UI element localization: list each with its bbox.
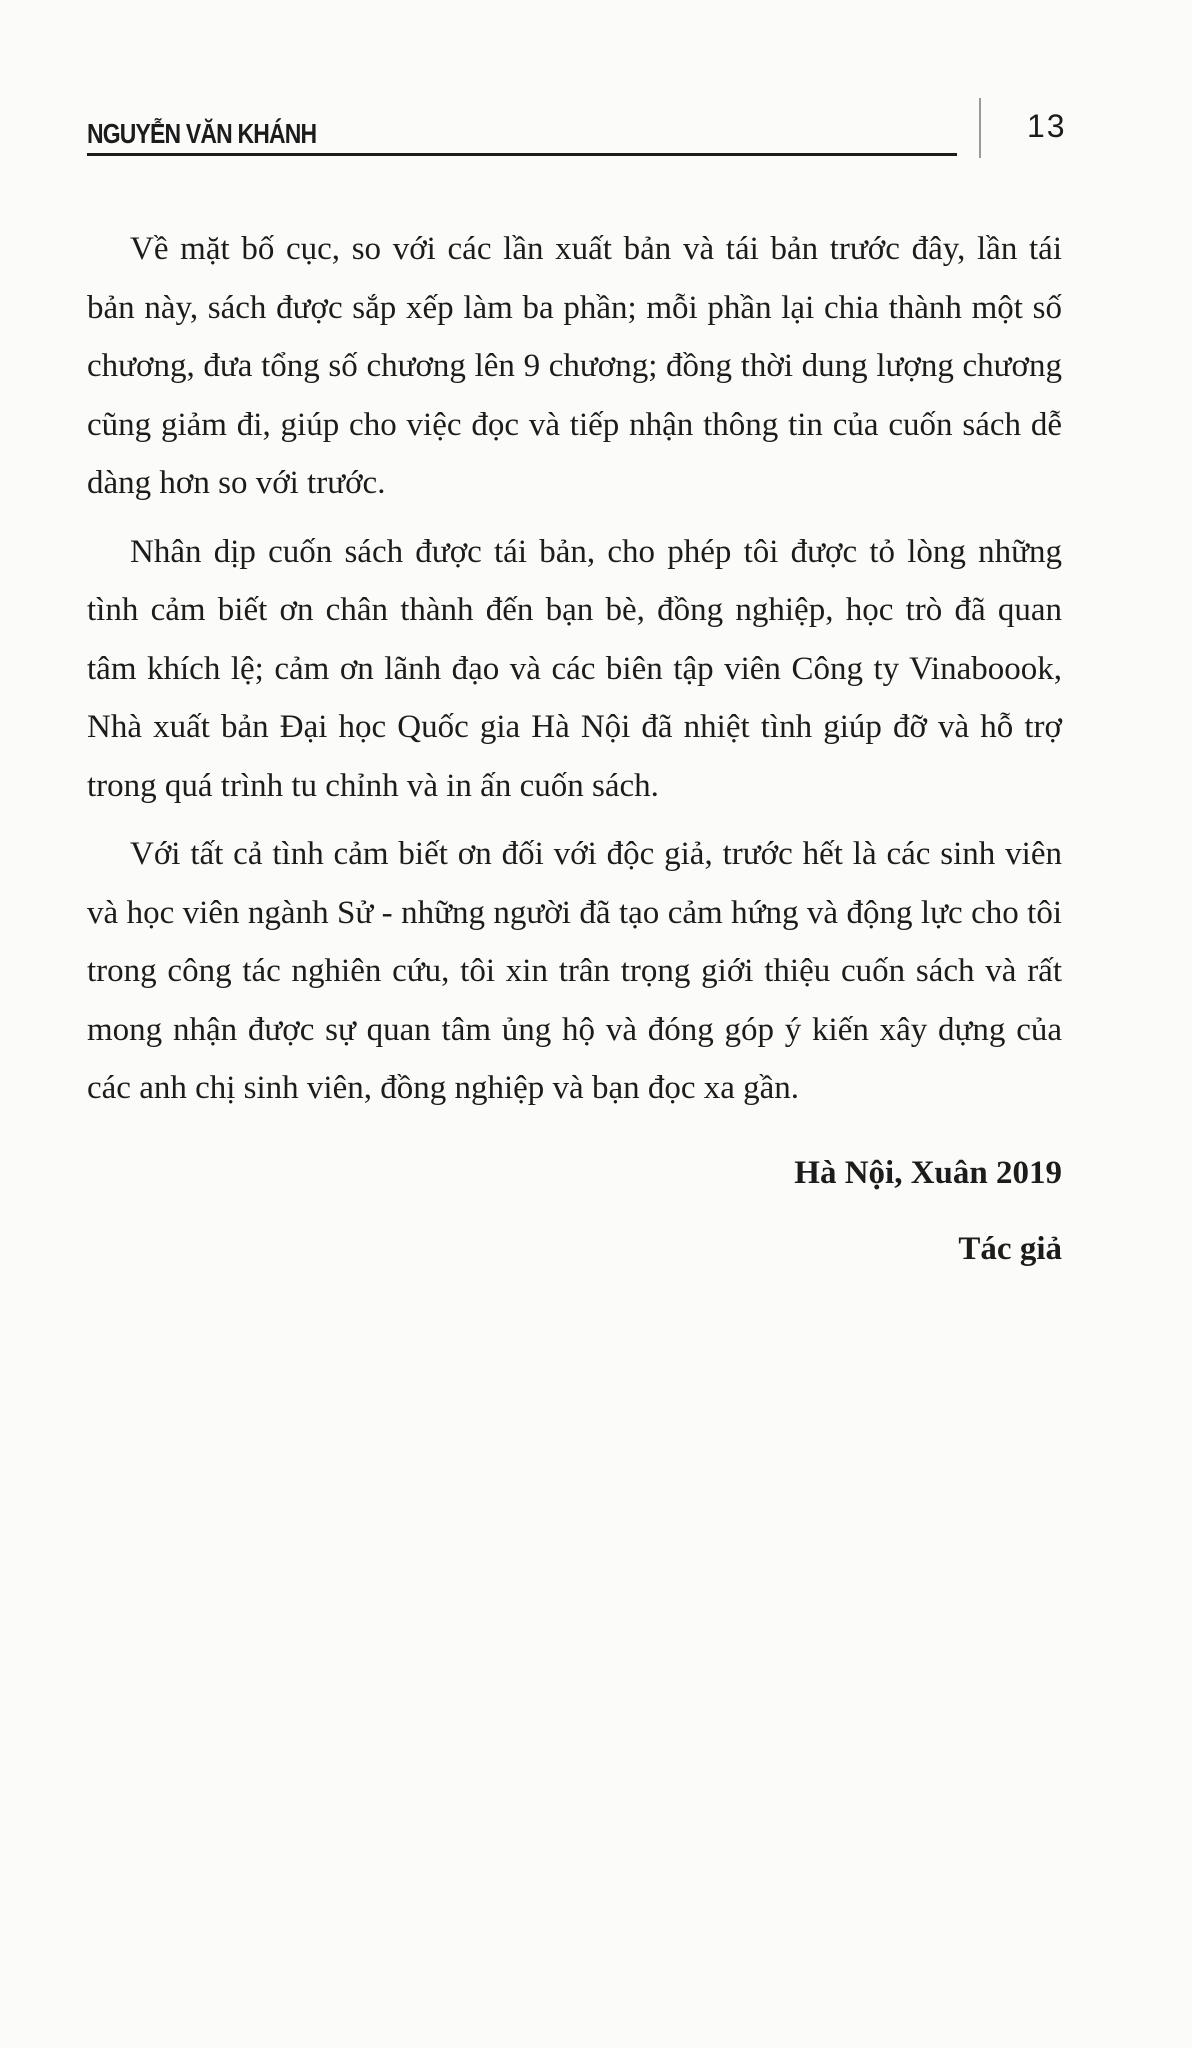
header-divider [979,98,981,158]
paragraph-acknowledgements: Nhân dịp cuốn sách được tái bản, cho phép tôi được tỏ lòng những tình cảm biết ơn chân thành đến bạn bè, đồng nghiệp, học trò đã quan tâm khích lệ; cảm ơn lãnh đạo và các biên tập viên Công ty Vinaboook, Nhà xuất bản Đại học Quốc gia Hà Nội đã nhiệt tình giúp đỡ và hỗ trợ trong quá trình tu chỉnh và in ấn cuốn sách. [87,533,1062,804]
paragraph-layout: Về mặt bố cục, so với các lần xuất bản và tái bản trước đây, lần tái bản này, sách được sắp xếp làm ba phần; mỗi phần lại chia thành một số chương, đưa tổng số chương lên 9 chương; đồng thời dung lượng chương cũng giảm đi, giúp cho việc đọc và tiếp nhận thông tin của cuốn sách dễ dàng hơn so với trước. [87,231,1062,501]
header-author-name: NGUYỄN VĂN KHÁNH [87,118,317,149]
signature-author: Tác giả [958,1231,1062,1267]
signature-block [794,1135,1062,1287]
header-rule [87,153,957,156]
paragraph-introduction: Với tất cả tình cảm biết ơn đối với độc giả, trước hết là các sinh viên và học viên ngành Sử - những người đã tạo cảm hứng và động lực cho tôi trong công tác nghiên cứu, tôi xin trân trọng giới thiệu cuốn sách và rất mong nhận được sự quan tâm ủng hộ và đóng góp ý kiến xây dựng của các anh chị sinh viên, đồng nghiệp và bạn đọc xa gần. [87,836,1062,1106]
page-number: 13 [1027,108,1067,144]
signature-place-date: Hà Nội, Xuân 2019 [794,1155,1062,1191]
running-header [87,108,1087,168]
body-text [87,220,1062,1128]
